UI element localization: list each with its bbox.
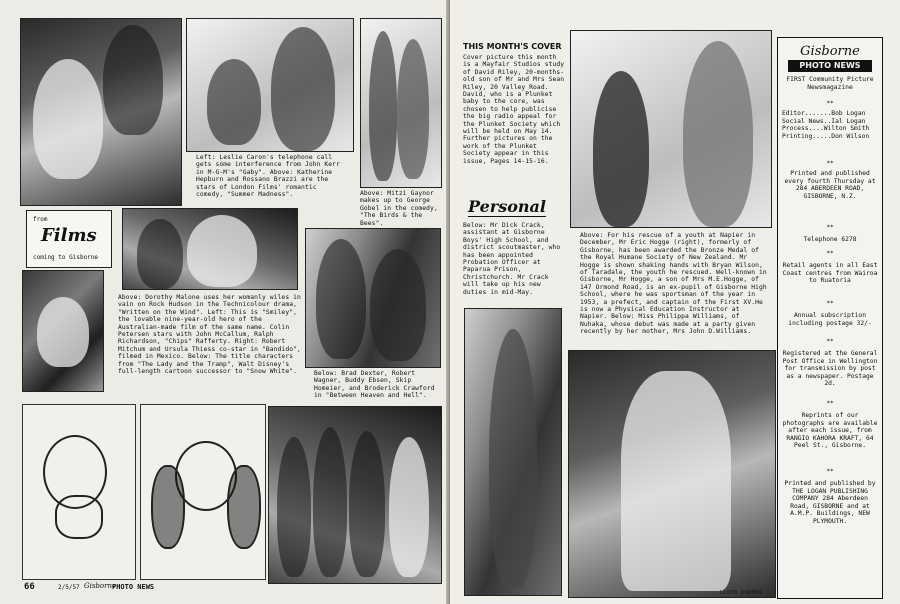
photo-dick-crack bbox=[464, 308, 562, 596]
masthead-bar: PHOTO NEWS bbox=[788, 60, 872, 72]
caption-malone-smiley: Above: Dorothy Malone uses her womanly wiles in vain on Rock Hudson in the Technicolour drama, "Written on the Wind". Left: This is "Smiley", the lovable nine-year-old hero of the Australian-made film of the same name. Colin Petersen stars with John McCallum, Ralph Richardson, "Chips" Rafferty. Right: Robert Mitchum and Ursula Thiess co-star in "Bandido", filmed in Mexico. Below: The title characters from "The Lady and the Tramp", Walt Disney's full-length cartoon successor to "Snow White". bbox=[118, 294, 301, 376]
masthead-tagline: FIRST Community Picture Newsmagazine bbox=[786, 76, 874, 91]
star-divider: ** bbox=[826, 100, 834, 107]
personal-text: Below: Mr Dick Crack, assistant at Gisborne Boys' High School, and district scoutmaster, who has been appointed Probation Officer at Paparua Prison, Christchurch. Mr Crack will take up his new duties in mid-May. bbox=[463, 222, 561, 296]
photo-mitzi-gaynor bbox=[360, 18, 442, 188]
photo-philippa-williams bbox=[568, 350, 776, 598]
films-from: from bbox=[33, 216, 48, 223]
photo-malone-hudson bbox=[122, 208, 298, 290]
photo-credit: LLOYD DORMER bbox=[720, 590, 763, 596]
cartoon-tramp bbox=[22, 404, 136, 580]
star-divider: ** bbox=[826, 338, 834, 345]
folio-title: PHOTO NEWS bbox=[112, 583, 155, 591]
masthead-script: Gisborne bbox=[800, 44, 860, 59]
films-coming: coming to Gisborne bbox=[33, 254, 99, 261]
films-box bbox=[26, 210, 112, 268]
cover-heading: THIS MONTH'S COVER bbox=[463, 42, 562, 51]
star-divider: ** bbox=[826, 468, 834, 475]
photo-mitchum-thiess bbox=[305, 228, 441, 368]
photo-smiley bbox=[22, 270, 104, 392]
masthead-printed-by: Printed and published by THE LOGAN PUBLISHING COMPANY 284 Aberdeen Road, GISBORNE and at A.M.P. Buildings, NEW PLYMOUTH. bbox=[784, 480, 876, 525]
personal-heading: Personal bbox=[468, 197, 546, 216]
caption-caron-hepburn: Left: Leslie Caron's telephone call gets some interference from John Kerr in M-G-M's "Gaby". Above: Katherine Hepburn and Rossano Brazzi are the stars of London Films' romantic comedy, "Summer Madness". bbox=[196, 154, 340, 199]
folio-title-script: Gisborne bbox=[84, 582, 117, 590]
masthead-subscription: Annual subscription including postage 32/- bbox=[788, 312, 872, 327]
star-divider: ** bbox=[826, 250, 834, 257]
masthead-printed: Printed and published every fourth Thursday at 284 ABERDEEN ROAD, GISBORNE, N.Z. bbox=[784, 170, 876, 200]
folio-date: 2/5/57 bbox=[58, 584, 80, 591]
masthead bbox=[777, 37, 883, 599]
star-divider: ** bbox=[826, 300, 834, 307]
star-divider: ** bbox=[826, 224, 834, 231]
masthead-registered: Registered at the General Post Office in Wellington for transmission by post as a newspaper. Postage 2d. bbox=[782, 350, 878, 388]
star-divider: ** bbox=[826, 160, 834, 167]
photo-hogge-wilson bbox=[570, 30, 772, 228]
cover-text: Cover picture this month is a Mayfair Studios study of David Riley, 20-months-old son of Mr and Mrs Sean Riley, 20 Valley Road. David, who is a Plunket baby to the core, was chosen to help publicise the big radio appeal for the Plunket Society which will be held on May 14. Further pictures on the work of the Plunket Society appear in this issue, Pages 14-15-16. bbox=[463, 54, 565, 165]
masthead-telephone: Telephone 6278 bbox=[803, 236, 857, 243]
masthead-retail: Retail agents in all East Coast centres from Wairoa to Ruatoria bbox=[782, 262, 878, 285]
caption-dexter: Below: Brad Dexter, Robert Wagner, Buddy Ebsen, Skip Homeier, and Broderick Crawford in "Between Heaven and Hell". bbox=[314, 370, 435, 400]
caption-gaynor: Above: Mitzi Gaynor makes up to George Gobel in the comedy, "The Birds & the Bees". bbox=[360, 190, 438, 227]
hogge-text: Above: For his rescue of a youth at Napier in December, Mr Eric Hogge (right), formerly of Gisborne, has been awarded the Bronze Medal of the Royal Humane Society of New Zealand. Mr Hogge is shown shaking hands with Bryan Wilson, of Taradale, the youth he rescued. Well-known in Gisborne, Mr Hogge, a son of Mrs M.E.Hogge, of 147 Ormond Road, is an ex-pupil of Gisborne High School, where he was sportsman of the year in 1953, a prefect, and captain of the First XV.He is now a Physical Education Instructor at Napier. Below: Miss Philippa Williams, of Nuhaka, whose debut was made at a party given recently by her mother, Mrs John D.Williams. bbox=[580, 232, 767, 336]
folio-number: 66 bbox=[24, 582, 35, 592]
photo-leslie-caron bbox=[20, 18, 182, 206]
masthead-reprints: Reprints of our photographs are available after each issue, from RANGIO KAHORA KRAFT, 64 Peel St., Gisborne. bbox=[782, 412, 878, 450]
cartoon-lady bbox=[140, 404, 266, 580]
photo-between-heaven-hell bbox=[268, 406, 442, 584]
masthead-staff: Editor.......Bob Logan Social News..Ial Logan Process....Wilton Smith Printing.....Don Wilson bbox=[782, 110, 870, 140]
star-divider: ** bbox=[826, 400, 834, 407]
films-word: Films bbox=[41, 225, 97, 246]
photo-hepburn-brazzi bbox=[186, 18, 354, 152]
